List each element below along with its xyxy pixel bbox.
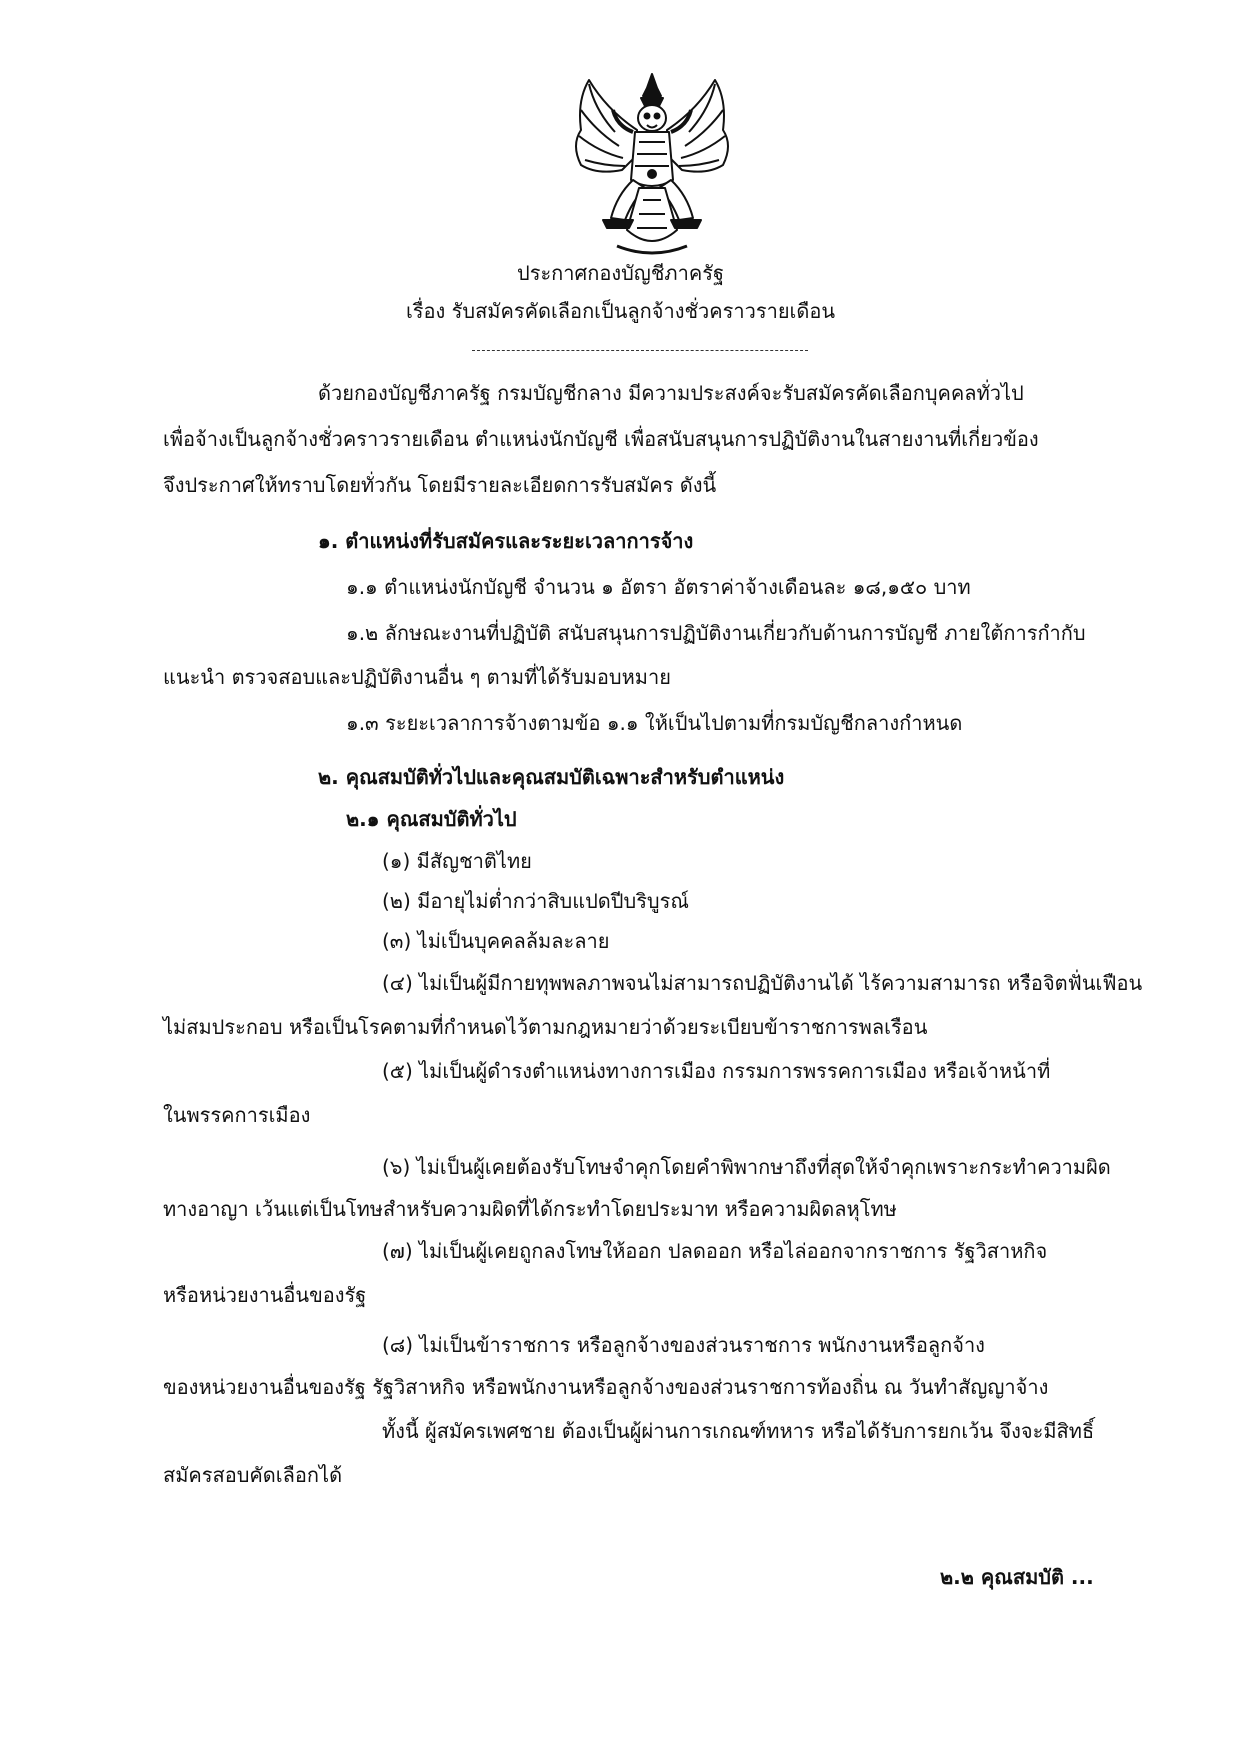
header-divider: [472, 350, 808, 351]
intro-line-3: จึงประกาศให้ทราบโดยทั่วกัน โดยมีรายละเอียดการรับสมัคร ดังนี้: [163, 473, 717, 497]
qualification-1: (๑) มีสัญชาติไทย: [382, 849, 532, 873]
page-continuation: ๒.๒ คุณสมบัติ ...: [940, 1565, 1094, 1589]
qualification-7: (๗) ไม่เป็นผู้เคยถูกลงโทษให้ออก ปลดออก หรือไล่ออกจากราชการ รัฐวิสาหกิจ: [382, 1239, 1048, 1263]
section-1-item-1: ๑.๑ ตำแหน่งนักบัญชี จำนวน ๑ อัตรา อัตราค่าจ้างเดือนละ ๑๘,๑๕๐ บาท: [346, 575, 971, 599]
qualification-7-cont: หรือหน่วยงานอื่นของรัฐ: [163, 1283, 367, 1307]
qualification-6-cont: ทางอาญา เว้นแต่เป็นโทษสำหรับความผิดที่ได้กระทำโดยประมาท หรือความผิดลหุโทษ: [163, 1197, 897, 1221]
military-service-note: ทั้งนี้ ผู้สมัครเพศชาย ต้องเป็นผู้ผ่านการเกณฑ์ทหาร หรือได้รับการยกเว้น จึงจะมีสิทธิ์: [382, 1419, 1095, 1443]
qualification-2: (๒) มีอายุไม่ต่ำกว่าสิบแปดปีบริบูรณ์: [382, 889, 689, 913]
section-1-heading: ๑. ตำแหน่งที่รับสมัครและระยะเวลาการจ้าง: [318, 529, 694, 553]
qualification-4-cont: ไม่สมประกอบ หรือเป็นโรคตามที่กำหนดไว้ตามกฎหมายว่าด้วยระเบียบข้าราชการพลเรือน: [163, 1015, 928, 1039]
announcement-title: ประกาศกองบัญชีภาครัฐ: [517, 261, 724, 285]
section-2-heading: ๒. คุณสมบัติทั่วไปและคุณสมบัติเฉพาะสำหรับตำแหน่ง: [318, 765, 785, 789]
qualification-6: (๖) ไม่เป็นผู้เคยต้องรับโทษจำคุกโดยคำพิพากษาถึงที่สุดให้จำคุกเพราะกระทำความผิด: [382, 1155, 1111, 1179]
qualification-3: (๓) ไม่เป็นบุคคลล้มละลาย: [382, 929, 610, 953]
qualification-8-cont: ของหน่วยงานอื่นของรัฐ รัฐวิสาหกิจ หรือพนักงานหรือลูกจ้างของส่วนราชการท้องถิ่น ณ วันทำสัญญาจ้าง: [163, 1375, 1049, 1399]
qualification-4: (๔) ไม่เป็นผู้มีกายทุพพลภาพจนไม่สามารถปฏิบัติงานได้ ไร้ความสามารถ หรือจิตฟั่นเฟือน: [382, 971, 1143, 995]
qualification-5: (๕) ไม่เป็นผู้ดำรงตำแหน่งทางการเมือง กรรมการพรรคการเมือง หรือเจ้าหน้าที่: [382, 1059, 1051, 1083]
section-1-item-3: ๑.๓ ระยะเวลาการจ้างตามข้อ ๑.๑ ให้เป็นไปตามที่กรมบัญชีกลางกำหนด: [346, 711, 963, 735]
section-1-item-2: ๑.๒ ลักษณะงานที่ปฏิบัติ สนับสนุนการปฏิบัติงานเกี่ยวกับด้านการบัญชี ภายใต้การกำกับ: [346, 621, 1086, 645]
section-1-item-2-cont: แนะนำ ตรวจสอบและปฏิบัติงานอื่น ๆ ตามที่ได้รับมอบหมาย: [163, 665, 671, 689]
military-service-note-cont: สมัครสอบคัดเลือกได้: [163, 1463, 343, 1487]
intro-line-1: ด้วยกองบัญชีภาครัฐ กรมบัญชีกลาง มีความประสงค์จะรับสมัครคัดเลือกบุคคลทั่วไป: [318, 381, 1024, 405]
garuda-emblem-icon: [567, 70, 737, 260]
qualification-5-cont: ในพรรคการเมือง: [163, 1103, 311, 1127]
qualification-8: (๘) ไม่เป็นข้าราชการ หรือลูกจ้างของส่วนราชการ พนักงานหรือลูกจ้าง: [382, 1333, 985, 1357]
section-2-1-heading: ๒.๑ คุณสมบัติทั่วไป: [346, 807, 517, 831]
intro-line-2: เพื่อจ้างเป็นลูกจ้างชั่วคราวรายเดือน ตำแหน่งนักบัญชี เพื่อสนับสนุนการปฏิบัติงานในสายงานที่เกี่ยวข้อง: [163, 427, 1039, 451]
announcement-subject: เรื่อง รับสมัครคัดเลือกเป็นลูกจ้างชั่วคราวรายเดือน: [405, 299, 836, 323]
